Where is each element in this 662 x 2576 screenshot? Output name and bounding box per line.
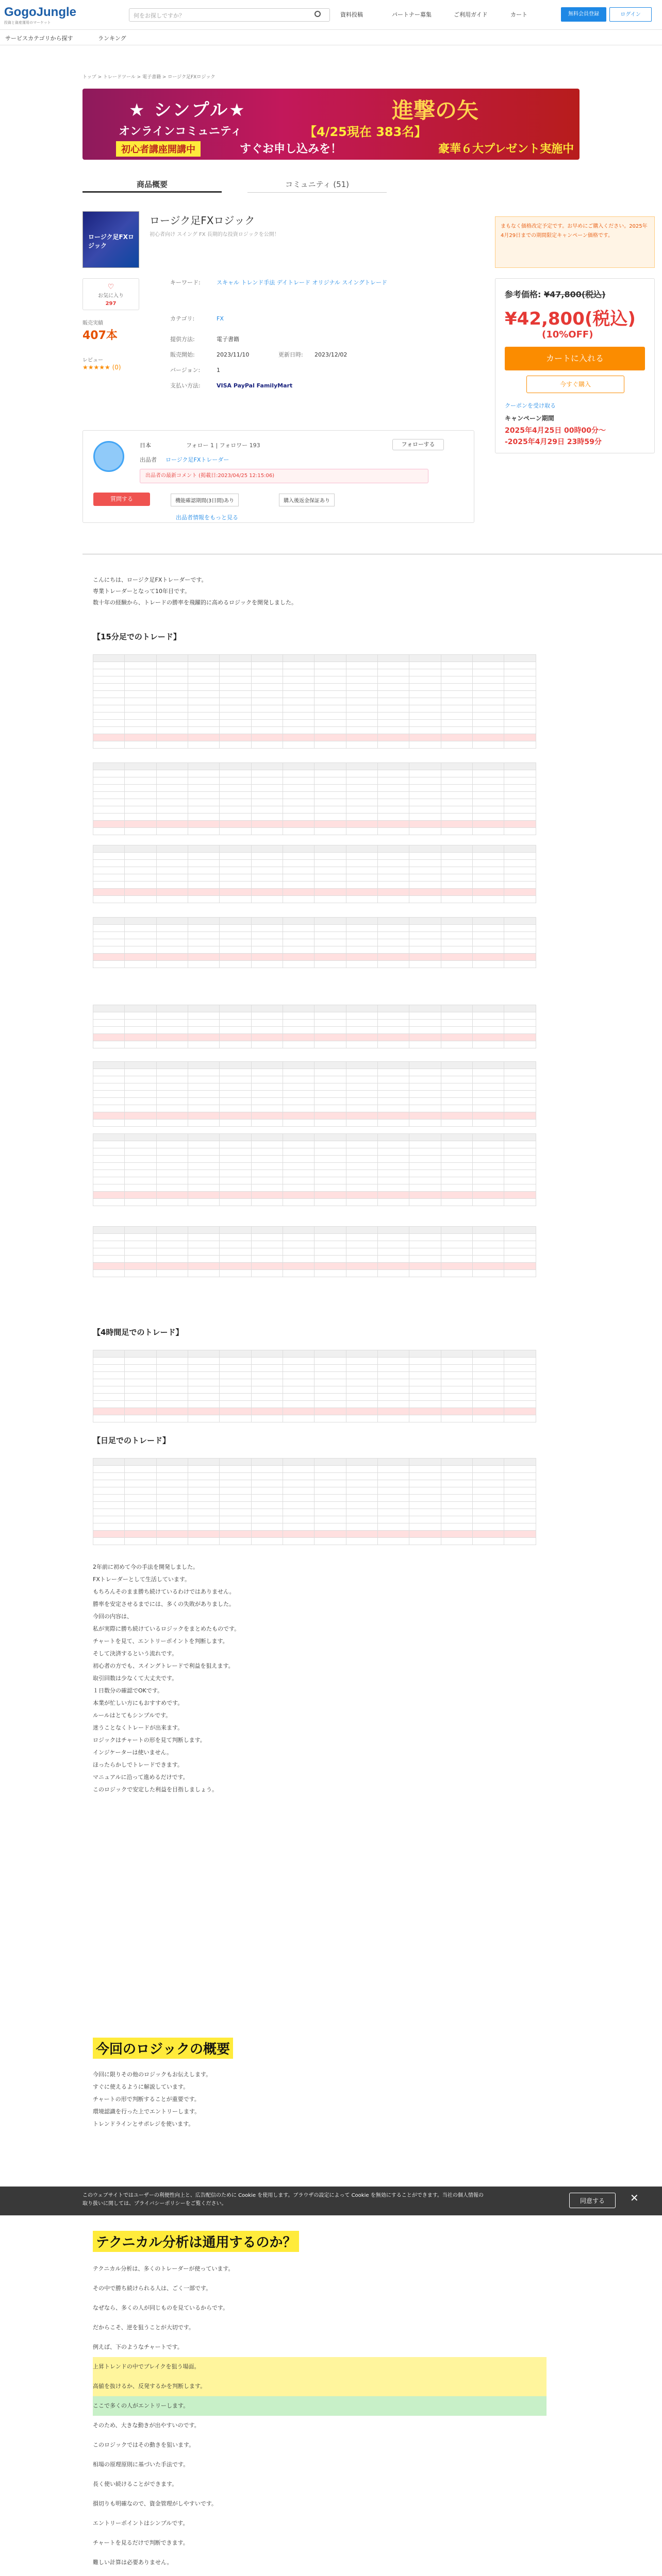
table-row <box>93 1270 536 1277</box>
content-line: テクニカル分析は、多くのトレーダーが使っています。 <box>93 2265 234 2272</box>
trade-history-table <box>93 1005 536 1048</box>
review-label: レビュー <box>82 358 103 363</box>
sale-price: ¥42,800(税込) <box>505 309 636 329</box>
table-row <box>93 1473 536 1480</box>
table-row <box>93 1105 536 1112</box>
table-row <box>93 1076 536 1083</box>
breadcrumb[interactable]: トップ > トレードツール > 電子書籍 > ロージク足FXロジック <box>82 75 216 80</box>
table-row <box>93 777 536 785</box>
table-row <box>93 1531 536 1538</box>
product-title: ロージク足FXロジック <box>150 214 255 227</box>
sold-label: 販売実績 <box>82 320 103 326</box>
table-row <box>93 954 536 961</box>
table-row <box>93 691 536 698</box>
section-4h: 【4時間足でのトレード】 <box>93 1328 184 1337</box>
content-line: エントリーポイントはシンプルです。 <box>93 2520 189 2527</box>
table-row <box>93 662 536 669</box>
table-row <box>93 853 536 860</box>
trade-history-table <box>93 762 536 835</box>
reference-price-value: ¥47,800(税込) <box>543 290 606 299</box>
top-bar <box>0 0 662 30</box>
table-row <box>93 1170 536 1177</box>
table-row <box>93 1372 536 1379</box>
site-logo-sub: 投資と資産運用のマーケット <box>4 21 51 25</box>
table-row <box>93 874 536 882</box>
overview-text <box>93 2069 547 2130</box>
seller-country: 日本 <box>140 442 151 449</box>
content-line: 勝率を安定させるまでには、多くの失敗がありました。 <box>93 1601 235 1607</box>
seller-follow-stats: フォロー 1 | フォロワー 193 <box>186 442 260 449</box>
intro-line: 数十年の経験から、トレードの勝率を飛躍的に高めるロジックを開発しました。 <box>93 599 297 606</box>
kv-category-label: カテゴリ: <box>170 315 195 322</box>
table-row <box>93 1379 536 1386</box>
content-line: もちろんそのまま勝ち続けているわけではありません。 <box>93 1588 235 1595</box>
table-row <box>93 814 536 821</box>
table-row <box>93 792 536 799</box>
cookie-accept-button[interactable]: 同意する <box>569 2193 616 2208</box>
section-15min: 【15分足でのトレード】 <box>93 632 181 641</box>
banner-text-2: 進撃の矢 <box>392 98 479 123</box>
content-line: 初心者の方でも、スイングトレードで利益を狙えます。 <box>93 1663 234 1669</box>
seller-name-label: 出品者 <box>140 456 157 463</box>
content-line: なぜなら、多くの人が同じものを見ているからです。 <box>93 2304 229 2311</box>
table-row <box>93 1502 536 1509</box>
table-row <box>93 1184 536 1192</box>
content-line: 例えば、下のようなチャートです。 <box>93 2344 183 2350</box>
table-row <box>93 1358 536 1365</box>
table-row <box>93 1394 536 1401</box>
table-row <box>93 939 536 946</box>
table-row <box>93 1141 536 1148</box>
content-line: 2年前に初めて今の手法を開発しました。 <box>93 1564 198 1570</box>
content-line: すぐに使えるように解説しています。 <box>93 2083 189 2090</box>
table-row <box>93 1401 536 1408</box>
table-row <box>93 1234 536 1241</box>
table-row <box>93 1480 536 1487</box>
register-button[interactable]: 無料会員登録 <box>561 7 606 22</box>
content-line: 迷うことなくトレードが出来ます。 <box>93 1724 184 1731</box>
seller-more-link[interactable]: 出品者情報をもっと見る <box>176 514 238 521</box>
add-to-cart-button[interactable]: カートに入れる <box>505 347 645 370</box>
kv-type-label: 提供方法: <box>170 336 195 343</box>
follow-button[interactable]: フォローする <box>392 439 444 450</box>
table-row <box>93 1177 536 1184</box>
table-row <box>93 1408 536 1415</box>
banner-text-3: オンラインコミュニティ <box>119 125 242 138</box>
payment-icons: VISA PayPal FamilyMart <box>217 382 293 389</box>
campaign-to: -2025年4月29日 23時59分 <box>505 438 602 446</box>
category-link[interactable]: FX <box>217 315 224 322</box>
table-row <box>93 896 536 903</box>
trade-history-table <box>93 1226 536 1277</box>
table-row <box>93 1156 536 1163</box>
table-row <box>93 684 536 691</box>
table-row <box>93 1041 536 1048</box>
intro-text <box>93 574 547 608</box>
trade-history-table <box>93 1350 536 1422</box>
heading-technical: テクニカル分析は通用するのか？ <box>93 2231 299 2252</box>
table-row <box>93 1415 536 1422</box>
intro-line: こんにちは、ロージク足FXトレーダーです。 <box>93 577 207 583</box>
content-line: マニュアルに沿って進めるだけです。 <box>93 1774 189 1781</box>
table-row <box>93 1020 536 1027</box>
search-input[interactable]: 何をお探しですか？ <box>129 8 330 22</box>
content-line: 損切りも明確なので、資金管理がしやすいです。 <box>93 2500 217 2507</box>
cookie-text: このウェブサイトではユーザーの利便性向上と、広告配信のために Cookie を使用します。ブラウザの設定によって Cookie を無効にすることができます。当社の個人情報の取り扱いに関しては、プライバシーポリシーをご覧ください。 <box>82 2193 484 2207</box>
table-row <box>93 1199 536 1206</box>
nav-post[interactable]: 資料投稿 <box>340 11 363 18</box>
trade-history-table <box>93 654 536 749</box>
story-text <box>93 1561 547 1796</box>
reference-price-label: 参考価格: <box>505 290 541 299</box>
content-line: 私が実際に勝ち続けているロジックをまとめたものです。 <box>93 1625 240 1632</box>
content-line: 環境認識を行った上でエントリーします。 <box>93 2108 201 2115</box>
table-row <box>93 1466 536 1473</box>
kv-version-label: バージョン: <box>170 367 201 374</box>
nav-partner[interactable]: パートナー募集 <box>392 11 432 18</box>
content-line: チャートを見るだけで判断できます。 <box>93 2539 189 2546</box>
content-line: 今回の内容は、 <box>93 1613 133 1620</box>
content-line: そして決済するという流れです。 <box>93 1650 178 1657</box>
trade-history-table <box>93 1133 536 1206</box>
content-line: ここで多くの人がエントリーします。 <box>93 2396 547 2416</box>
table-row <box>93 676 536 684</box>
reference-price <box>505 288 606 300</box>
discount-rate: (10%OFF) <box>542 329 593 340</box>
table-row <box>93 860 536 867</box>
kv-release <box>170 350 347 359</box>
table-row <box>93 1069 536 1076</box>
trade-history-table <box>93 1458 536 1545</box>
table-row <box>93 889 536 896</box>
table-row <box>93 821 536 828</box>
nav-guide[interactable]: ご利用ガイド <box>454 11 488 18</box>
favorite-button[interactable] <box>82 278 139 310</box>
content-line: ルールはとてもシンプルです。 <box>93 1712 172 1719</box>
seller-avatar[interactable] <box>93 441 124 472</box>
banner-text-5: 初心者講座開講中 <box>116 141 201 157</box>
seller-comment-bubble: 出品者の最新コメント (掲載日:2023/04/25 12:15:06) <box>140 469 428 483</box>
category-menu[interactable]: サービスカテゴリから探す <box>5 35 73 42</box>
kv-updated-label: 更新日時: <box>278 351 303 358</box>
tab-overview[interactable]: 商品概要 <box>82 176 222 193</box>
guarantee-badge: 購入後返金保証あり <box>279 494 335 506</box>
table-row <box>93 705 536 713</box>
content-line: このロジックで安定した利益を目指しましょう。 <box>93 1786 218 1793</box>
search-icon[interactable] <box>315 11 321 17</box>
login-button[interactable]: ログイン <box>609 7 652 22</box>
content-line: 上昇トレンドの中でブレイクを狙う場面。 <box>93 2357 547 2377</box>
table-row <box>93 720 536 727</box>
table-row <box>93 946 536 954</box>
table-row <box>93 1192 536 1199</box>
price-notice: まもなく価格改定予定です。お早めにご購入ください。2025年4月29日までの期間限定キャンペーン価格です。 <box>495 216 655 268</box>
campaign-from: 2025年4月25日 00時00分～ <box>505 427 606 435</box>
table-row <box>93 1263 536 1270</box>
table-row <box>93 785 536 792</box>
kv-keyword <box>170 278 387 286</box>
table-row <box>93 1112 536 1120</box>
table-row <box>93 1148 536 1156</box>
trial-badge: 機能確認期間(3日間)あり <box>171 494 239 506</box>
tab-community[interactable]: コミュニティ (51) <box>247 176 387 193</box>
content-line: だからこそ、逆を狙うことが大切です。 <box>93 2324 194 2331</box>
table-row <box>93 932 536 939</box>
content-line: ロジックはチャートの形を見て判断します。 <box>93 1737 206 1743</box>
product-image-label: ロージク足FXロジック <box>88 233 134 249</box>
intro-line: 専業トレーダーとなって10年目です。 <box>93 588 191 595</box>
review-stars[interactable]: ★★★★★ (0) <box>82 364 121 371</box>
banner-text-6: すぐお申し込みを！ <box>240 143 342 156</box>
section-daily: 【日足でのトレード】 <box>93 1436 171 1445</box>
content-line <box>93 2572 547 2576</box>
table-row <box>93 1386 536 1394</box>
heart-icon: ♡ <box>107 283 114 291</box>
table-row <box>93 1495 536 1502</box>
campaign-title: キャンペーン期間 <box>505 415 554 422</box>
table-row <box>93 1509 536 1516</box>
table-row <box>93 1241 536 1248</box>
kv-payment-label: 支払い方法: <box>170 382 201 389</box>
table-row <box>93 1120 536 1127</box>
kv-type <box>170 335 239 343</box>
content-line: 取引回数は少なくて大丈夫です。 <box>93 1675 178 1682</box>
trade-history-table <box>93 845 536 903</box>
content-line: そのため、大きな動きが出やすいのです。 <box>93 2422 200 2429</box>
category-bar <box>0 30 662 45</box>
table-row <box>93 698 536 705</box>
kv-category <box>170 314 224 323</box>
kv-payment <box>170 381 292 389</box>
table-row <box>93 1516 536 1523</box>
heading-overview: 今回のロジックの概要 <box>93 2038 233 2059</box>
table-row <box>93 961 536 968</box>
content-line: 本業が忙しい方にもおすすめです。 <box>93 1700 184 1706</box>
table-row <box>93 806 536 814</box>
kv-keyword-label: キーワード: <box>170 279 201 286</box>
kv-release-label: 販売開始: <box>170 351 195 358</box>
kv-version <box>170 366 220 374</box>
ranking-menu[interactable]: ランキング <box>98 35 126 42</box>
ask-question-button[interactable]: 質問する <box>93 493 150 506</box>
table-row <box>93 1365 536 1372</box>
table-row <box>93 828 536 835</box>
banner-text-4: 【4/25現在 383名】 <box>304 125 427 139</box>
trade-history-table <box>93 917 536 968</box>
content-line: インジケーターは使いません。 <box>93 1749 173 1756</box>
favorite-label: お気に入り <box>98 293 124 299</box>
product-image[interactable] <box>82 211 139 268</box>
table-row <box>93 713 536 720</box>
content-line: 難しい計算は必要ありません。 <box>93 2559 173 2566</box>
keyword-links[interactable]: スキャル トレンド手法 デイトレード オリジナル スイングトレード <box>217 279 387 286</box>
table-row <box>93 669 536 676</box>
content-line: １日数分の確認でOKです。 <box>93 1687 163 1694</box>
trade-history-table <box>93 1061 536 1127</box>
table-row <box>93 1163 536 1170</box>
table-row <box>93 1256 536 1263</box>
content-line: 高値を抜けるか、反発するかを判断します。 <box>93 2377 547 2396</box>
technical-text <box>93 2259 547 2576</box>
content-line: 相場の原理原則に基づいた手法です。 <box>93 2461 189 2468</box>
table-row <box>93 741 536 749</box>
table-row <box>93 799 536 806</box>
seller-name[interactable]: ロージク足FXトレーダー <box>166 456 229 463</box>
content-line: その中で勝ち続けられる人は、ごく一部です。 <box>93 2285 212 2292</box>
content-line: チャートの形で判断することが重要です。 <box>93 2096 200 2103</box>
table-row <box>93 867 536 874</box>
close-icon[interactable]: ✕ <box>630 2192 639 2204</box>
coupon-link[interactable]: クーポンを受け取る <box>505 402 556 409</box>
table-row <box>93 925 536 932</box>
type-value: 電子書籍 <box>217 336 239 343</box>
table-row <box>93 1012 536 1020</box>
banner-text-7: 豪華６大プレゼント実施中 <box>438 143 574 156</box>
buy-now-button[interactable]: 今すぐ購入 <box>526 376 624 393</box>
version-value: 1 <box>217 367 220 374</box>
table-row <box>93 1523 536 1531</box>
table-row <box>93 1098 536 1105</box>
content-line: 長く使い続けることができます。 <box>93 2481 178 2487</box>
table-row <box>93 734 536 741</box>
table-row <box>93 770 536 777</box>
content-line: このロジックではその動きを狙います。 <box>93 2442 195 2448</box>
table-row <box>93 1248 536 1256</box>
table-row <box>93 1027 536 1034</box>
sold-count: 407本 <box>82 329 118 342</box>
table-row <box>93 1034 536 1041</box>
nav-cart[interactable]: カート <box>510 11 527 18</box>
content-line: FXトレーダーとして生活しています。 <box>93 1576 190 1583</box>
release-value: 2023/11/10 <box>217 351 250 358</box>
content-line: チャートを見て、エントリーポイントを判断します。 <box>93 1638 228 1645</box>
favorite-count: 297 <box>105 301 117 307</box>
updated-value: 2023/12/02 <box>315 351 347 358</box>
table-row <box>93 882 536 889</box>
content-line: トレンドラインとサポレジを使います。 <box>93 2121 194 2127</box>
seller-box <box>82 430 474 523</box>
price-box <box>495 278 655 453</box>
promo-banner[interactable] <box>82 89 580 160</box>
product-subtitle: 初心者向け スイング FX 長期的な投資ロジックを公開！ <box>150 232 279 238</box>
content-line: 今回に限りその他のロジックもお伝えします。 <box>93 2071 212 2078</box>
table-row <box>93 1538 536 1545</box>
table-row <box>93 727 536 734</box>
table-row <box>93 1487 536 1495</box>
content-line: ほったらかしでトレードできます。 <box>93 1761 183 1768</box>
banner-text-1: ★ シンプル★ <box>129 100 246 121</box>
table-row <box>93 1083 536 1091</box>
site-logo[interactable]: GogoJungle <box>4 5 76 19</box>
table-row <box>93 1091 536 1098</box>
cookie-banner <box>0 2187 662 2215</box>
